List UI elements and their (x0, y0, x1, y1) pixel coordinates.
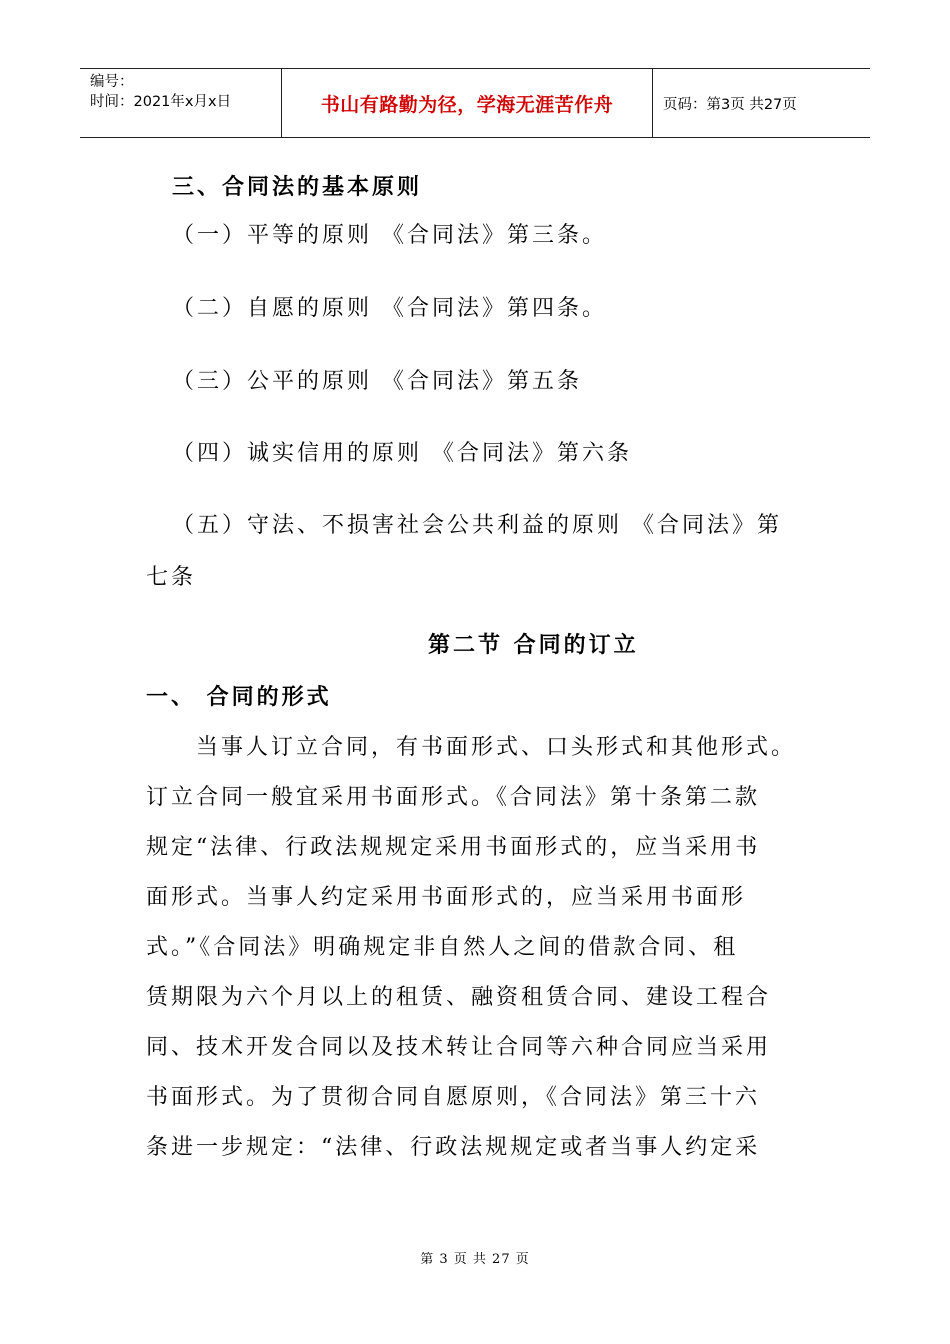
chapter-title: 第二节 合同的订立 (428, 633, 639, 658)
page-footer: 第 3 页 共 27 页 (420, 1252, 530, 1267)
principle-item: （二）自愿的原则 《合同法》第四条。 (172, 296, 607, 321)
header-motto: 书山有路勤为径，学海无涯苦作舟 (282, 69, 653, 137)
header-page-number: 页码：第3页 共27页 (663, 96, 797, 113)
paragraph-line: 赁期限为六个月以上的租赁、融资租赁合同、建设工程合 (146, 985, 772, 1010)
document-date-label: 时间：2021年x月x日 (90, 94, 232, 110)
principle-item-continuation: 七条 (146, 565, 197, 590)
paragraph-line: 面形式。当事人约定采用书面形式的，应当采用书面形 (146, 885, 747, 910)
paragraph-line: 式。”《合同法》明确规定非自然人之间的借款合同、租 (146, 935, 739, 960)
principle-item: （五）守法、不损害社会公共利益的原则 《合同法》第 (172, 513, 782, 538)
document-number-label: 编号： (90, 74, 134, 90)
paragraph-line: 同、技术开发合同以及技术转让合同等六种合同应当采用 (146, 1035, 772, 1060)
principle-item: （四）诚实信用的原则 《合同法》第六条 (172, 441, 632, 466)
header-meta (80, 69, 282, 137)
paragraph-line: 规定“法律、行政法规规定采用书面形式的，应当采用书 (146, 835, 761, 860)
subsection-title: 一、 合同的形式 (146, 685, 332, 710)
paragraph-line: 条进一步规定：“法律、行政法规规定或者当事人约定采 (146, 1135, 761, 1160)
principle-item: （一）平等的原则 《合同法》第三条。 (172, 223, 607, 248)
paragraph-line: 当事人订立合同，有书面形式、口头形式和其他形式。 (196, 735, 797, 760)
principle-item: （三）公平的原则 《合同法》第五条 (172, 369, 582, 394)
page-header (80, 68, 870, 138)
paragraph-line: 书面形式。为了贯彻合同自愿原则，《合同法》第三十六 (146, 1085, 761, 1110)
section-title: 三、合同法的基本原则 (172, 175, 423, 200)
paragraph-line: 订立合同一般宜采用书面形式。《合同法》第十条第二款 (146, 785, 761, 810)
